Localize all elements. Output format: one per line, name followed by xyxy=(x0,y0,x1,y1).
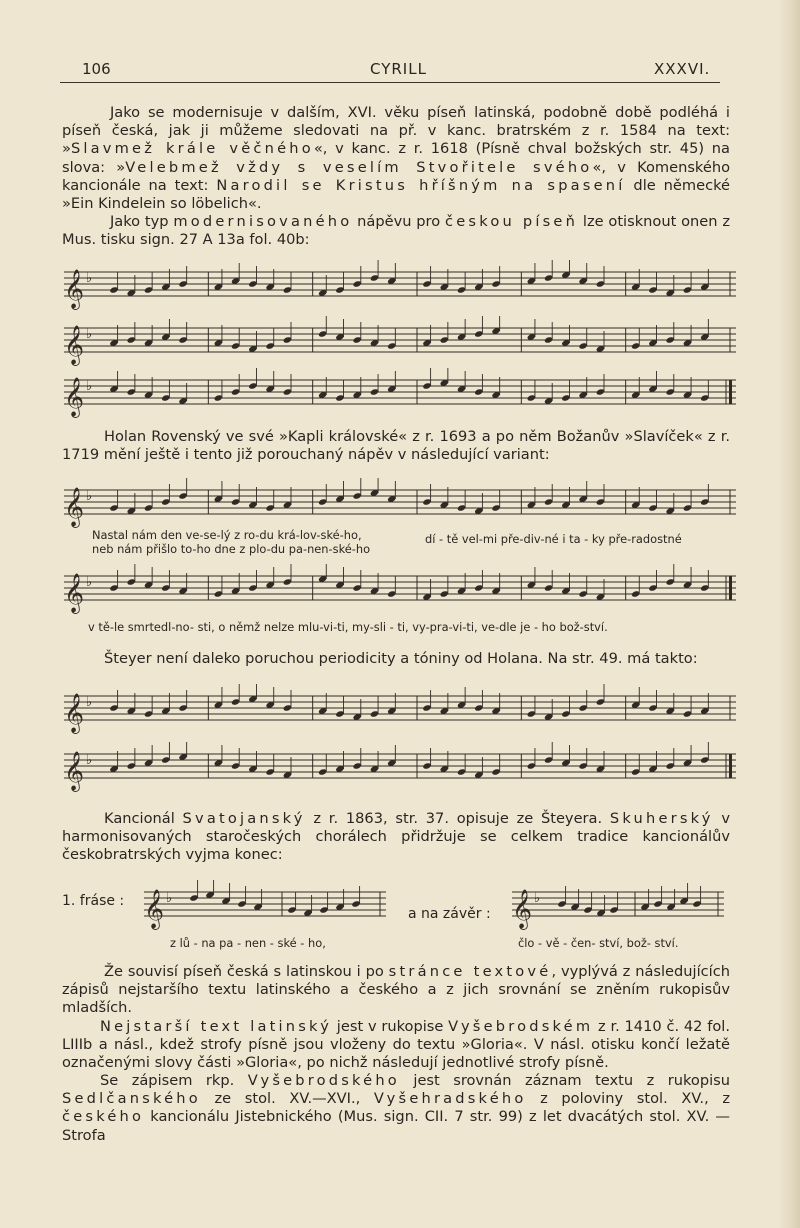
phrase-label: 1. fráse : xyxy=(62,893,125,909)
paragraph-4: Šteyer není daleko poruchou periodicity a tóniny od Holana. Na str. 49. má takto: xyxy=(104,650,698,667)
lyric-line: v tě-le smrtedl-no- sti, o němž nelze mlu-vi-ti, my-sli - ti, vy-pra-vi-ti, ve-dle je - ho bož-ství. xyxy=(88,620,608,634)
volume-number: XXXVI. xyxy=(654,60,711,78)
svg-text:𝄞: 𝄞 xyxy=(64,693,85,733)
paragraph-1: Jako se modernisuje v dalším, XVI. věku píseň latinská, podobně době podléhá i píseň česká, jak ji můžeme sledovati na př. v kanc. bratrském z r. 1584 na text: »Slavmež krále věčného«, v kanc. z r. 1618 (Písně chval božských str. 45) na slova: »Velebmež vždy s veselím Stvořitele svého«, v Komenského kancionále na text: Narodil se Kristus hříšným na spasení dle německé »Ein Kindelein so löbelich«. xyxy=(62,104,731,213)
svg-text:♭: ♭ xyxy=(86,489,93,504)
lyric-line: člo - vě - čen- ství, bož- ství. xyxy=(518,936,679,950)
lyric-line: neb nám přišlo to-ho dne z plo-du pa-nen-ské-ho xyxy=(92,542,371,556)
paragraph-8: Se zápisem rkp. Vyšebrodského jest srovnán záznam textu z rukopisu Sedlčanského ze stol. XV.—XVI., Vyšehradského z poloviny stol. XV., z českého kancionálu Jistebnického (Mus. sign. CII. 7 str. 99) z let dvacátých stol. XV. — Strofa xyxy=(62,1072,731,1144)
ending-label: a na závěr : xyxy=(408,906,491,922)
svg-text:𝄞: 𝄞 xyxy=(64,751,85,791)
music-staff-6 xyxy=(60,684,740,744)
music-staff-3 xyxy=(60,368,740,428)
music-staff-2 xyxy=(60,316,740,376)
svg-text:𝄞: 𝄞 xyxy=(64,487,85,527)
music-staff-ending xyxy=(508,880,728,936)
svg-text:♭: ♭ xyxy=(86,753,93,768)
svg-text:𝄞: 𝄞 xyxy=(144,889,165,929)
running-header xyxy=(60,60,720,82)
paragraph-7: Nejstarší text latinský jest v rukopise Vyšebrodském z r. 1410 č. 42 fol. LIIIb a násl., kdež strofy písně jsou vloženy do textu »Gloria«. V násl. otisku končí ležatě označenými slovy části »Gloria«, po nichž následují jednotlivé strofy písně. xyxy=(62,1018,730,1072)
paragraph-2: Jako typ modernisovaného nápěvu pro českou píseň lze otisknout onen z Mus. tisku sign. 27 A 13a fol. 40b: xyxy=(62,213,731,249)
svg-text:♭: ♭ xyxy=(86,327,93,342)
paragraph-6: Že souvisí píseň česká s latinskou i po stránce textové, vyplývá z následujících zápisů nejstaršího textu latinského a českého a z jich srovnání se zněním rukopisův mladších. xyxy=(62,963,731,1017)
svg-text:♭: ♭ xyxy=(86,575,93,590)
page-edge xyxy=(778,0,800,1228)
svg-text:♭: ♭ xyxy=(86,271,93,286)
svg-text:♭: ♭ xyxy=(166,891,173,906)
page-number: 106 xyxy=(82,60,111,78)
svg-text:𝄞: 𝄞 xyxy=(64,325,85,365)
svg-text:𝄞: 𝄞 xyxy=(64,573,85,613)
svg-text:𝄞: 𝄞 xyxy=(64,269,85,309)
lyric-line: dí - tě vel-mi pře-div-né i ta - ky pře-radostné xyxy=(425,532,682,546)
paragraph-3: Holan Rovenský ve své »Kapli královské« z r. 1693 a po něm Božanův »Slavíček« z r. 1719 mění ještě i tento již porouchaný nápěv v následující variant: xyxy=(62,428,730,464)
journal-title: CYRILL xyxy=(370,60,427,78)
music-staff-5 xyxy=(60,564,740,624)
svg-text:♭: ♭ xyxy=(86,695,93,710)
svg-text:♭: ♭ xyxy=(534,891,541,906)
lyric-line: z lů - na pa - nen - ské - ho, xyxy=(170,936,326,950)
svg-text:𝄞: 𝄞 xyxy=(64,377,85,417)
header-rule xyxy=(60,82,720,83)
svg-text:𝄞: 𝄞 xyxy=(512,889,533,929)
paragraph-5: Kancionál Svatojanský z r. 1863, str. 37. opisuje ze Šteyera. Skuherský v harmonisovaných staročeských chorálech přidržuje se celkem tradice kancionálův českobratrských vyjma konec: xyxy=(62,810,730,864)
music-staff-phrase xyxy=(140,880,390,936)
svg-text:♭: ♭ xyxy=(86,379,93,394)
music-staff-7 xyxy=(60,742,740,802)
music-staff-1 xyxy=(60,260,740,320)
lyric-line: Nastal nám den ve-se-lý z ro-du krá-lov-ské-ho, xyxy=(92,528,362,542)
